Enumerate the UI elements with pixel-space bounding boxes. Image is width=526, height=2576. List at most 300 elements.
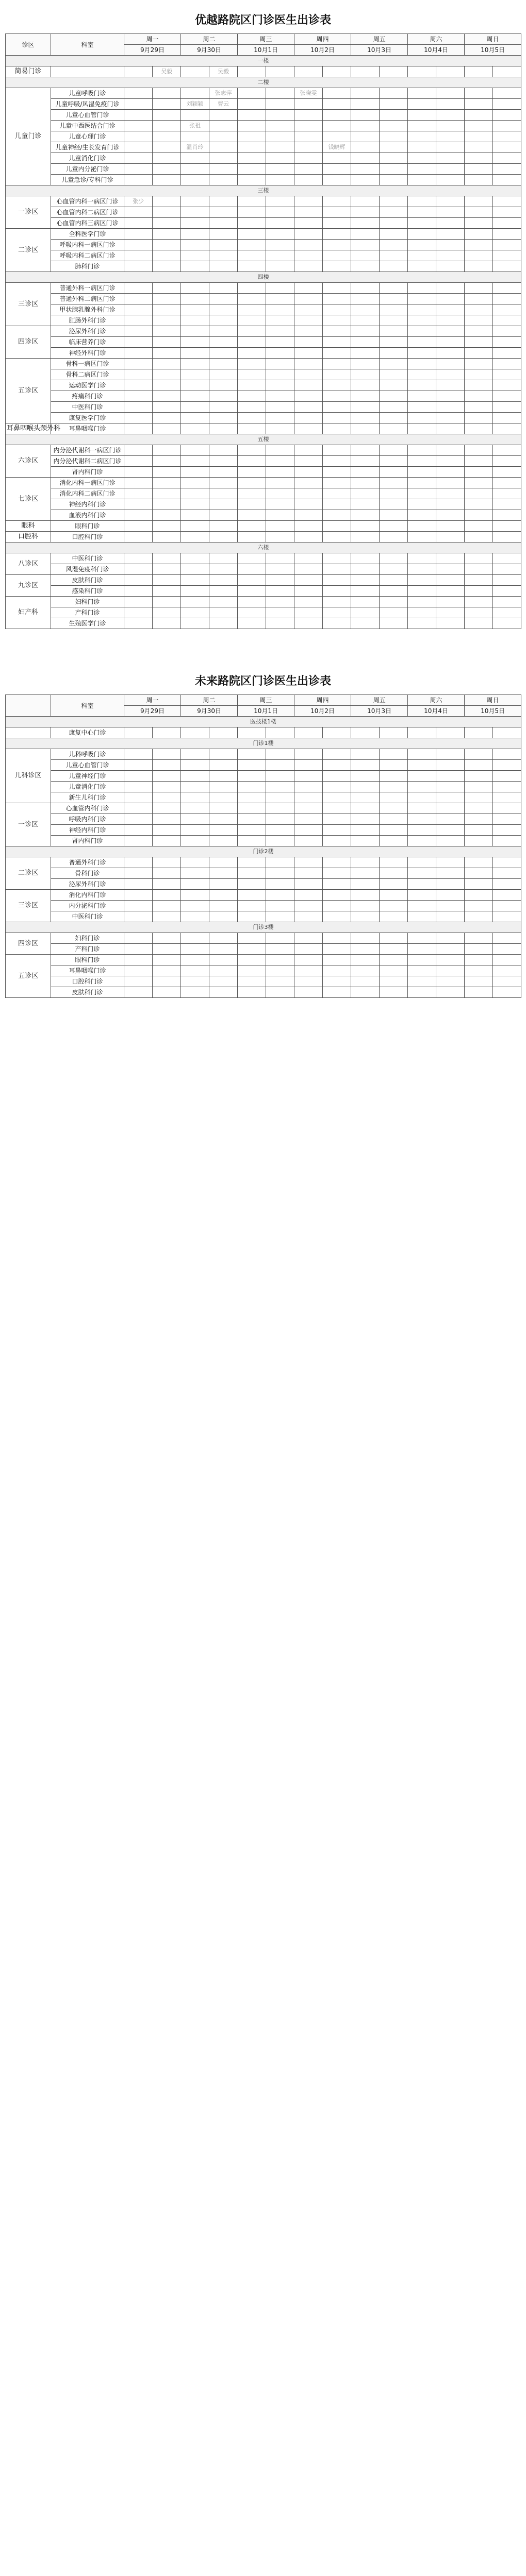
doctor-cell	[408, 445, 436, 456]
doctor-cell	[436, 868, 465, 879]
doctor-cell	[408, 326, 436, 337]
schedule-row	[6, 955, 521, 965]
doctor-cell	[153, 196, 181, 207]
doctor-cell	[493, 760, 521, 771]
doctor-cell	[465, 955, 493, 965]
doctor-cell	[266, 250, 294, 261]
dept-cell: 骨科二病区门诊	[51, 369, 124, 380]
doctor-cell	[153, 760, 181, 771]
doctor-cell	[351, 456, 380, 467]
dept-cell: 中医科门诊	[51, 402, 124, 413]
doctor-cell	[209, 553, 238, 564]
doctor-cell	[380, 944, 408, 955]
doctor-cell	[323, 423, 351, 434]
dept-cell: 呼吸内科二病区门诊	[51, 250, 124, 261]
doctor-cell	[465, 175, 493, 185]
doctor-cell	[153, 901, 181, 911]
doctor-cell	[351, 99, 380, 110]
doctor-cell	[465, 618, 493, 629]
doctor-cell	[124, 727, 153, 738]
doctor-cell	[436, 88, 465, 99]
doctor-cell	[493, 337, 521, 348]
schedule-row	[6, 760, 521, 771]
doctor-cell	[380, 901, 408, 911]
doctor-cell	[380, 987, 408, 998]
doctor-cell	[209, 890, 238, 901]
doctor-cell	[209, 868, 238, 879]
doctor-cell	[351, 901, 380, 911]
doctor-cell	[380, 304, 408, 315]
doctor-cell	[294, 488, 323, 499]
doctor-cell	[436, 304, 465, 315]
doctor-cell	[465, 142, 493, 153]
area-header: 诊区	[6, 34, 51, 56]
doctor-cell	[351, 987, 380, 998]
day-header: 周二	[181, 695, 238, 706]
doctor-cell	[380, 976, 408, 987]
doctor-cell	[124, 868, 153, 879]
doctor-cell	[408, 933, 436, 944]
doctor-cell	[153, 294, 181, 304]
doctor-cell	[209, 955, 238, 965]
doctor-cell	[493, 478, 521, 488]
doctor-cell	[465, 901, 493, 911]
doctor-cell	[124, 359, 153, 369]
doctor-cell	[408, 88, 436, 99]
doctor-cell	[323, 814, 351, 825]
schedule-row	[6, 488, 521, 499]
doctor-cell	[380, 857, 408, 868]
doctor-cell	[181, 304, 209, 315]
doctor-cell	[408, 229, 436, 240]
doctor-cell	[181, 423, 209, 434]
doctor-cell	[323, 901, 351, 911]
doctor-cell	[465, 121, 493, 131]
schedule-row	[6, 792, 521, 803]
dept-cell: 儿童内分泌门诊	[51, 164, 124, 175]
doctor-cell	[209, 402, 238, 413]
date-header: 10月5日	[465, 45, 521, 56]
doctor-cell	[153, 890, 181, 901]
doctor-cell	[238, 369, 266, 380]
schedule-row	[6, 857, 521, 868]
doctor-cell	[266, 153, 294, 164]
doctor-cell: 张少	[124, 196, 153, 207]
doctor-cell	[294, 66, 323, 77]
schedule-row	[6, 175, 521, 185]
day-header: 周日	[465, 34, 521, 45]
doctor-cell	[209, 153, 238, 164]
doctor-cell	[153, 879, 181, 890]
doctor-cell	[266, 283, 294, 294]
doctor-cell	[181, 933, 209, 944]
doctor-cell	[181, 976, 209, 987]
doctor-cell	[408, 294, 436, 304]
doctor-cell	[436, 564, 465, 575]
doctor-cell	[294, 825, 323, 836]
doctor-cell	[153, 110, 181, 121]
doctor-cell	[351, 337, 380, 348]
doctor-cell	[181, 597, 209, 607]
schedule-row	[6, 868, 521, 879]
doctor-cell	[153, 597, 181, 607]
doctor-cell	[209, 348, 238, 359]
doctor-cell	[351, 890, 380, 901]
doctor-cell	[380, 131, 408, 142]
doctor-cell	[181, 315, 209, 326]
schedule-row	[6, 478, 521, 488]
doctor-cell	[181, 792, 209, 803]
doctor-cell	[238, 121, 266, 131]
doctor-cell	[380, 532, 408, 543]
doctor-cell	[436, 771, 465, 782]
schedule-row	[6, 423, 521, 434]
doctor-cell	[408, 814, 436, 825]
doctor-cell	[153, 987, 181, 998]
doctor-cell	[181, 359, 209, 369]
doctor-cell	[124, 607, 153, 618]
doctor-cell	[124, 304, 153, 315]
doctor-cell	[294, 229, 323, 240]
doctor-cell	[209, 911, 238, 922]
doctor-cell	[266, 499, 294, 510]
doctor-cell	[209, 857, 238, 868]
doctor-cell	[153, 348, 181, 359]
doctor-cell	[465, 564, 493, 575]
doctor-cell	[408, 901, 436, 911]
doctor-cell	[266, 911, 294, 922]
doctor-cell	[408, 618, 436, 629]
doctor-cell	[294, 792, 323, 803]
doctor-cell	[465, 250, 493, 261]
doctor-cell	[294, 337, 323, 348]
doctor-cell	[181, 857, 209, 868]
doctor-cell	[153, 359, 181, 369]
schedule-row	[6, 607, 521, 618]
doctor-cell	[238, 771, 266, 782]
doctor-cell	[408, 857, 436, 868]
doctor-cell	[124, 391, 153, 402]
doctor-cell: 刘颖颖	[181, 99, 209, 110]
date-header: 10月5日	[465, 706, 521, 717]
doctor-cell	[238, 315, 266, 326]
doctor-cell	[181, 488, 209, 499]
day-header: 周四	[294, 34, 351, 45]
doctor-cell	[209, 901, 238, 911]
doctor-cell	[493, 955, 521, 965]
doctor-cell	[436, 825, 465, 836]
doctor-cell	[181, 164, 209, 175]
doctor-cell	[153, 142, 181, 153]
doctor-cell	[465, 857, 493, 868]
doctor-cell	[124, 369, 153, 380]
doctor-cell	[124, 348, 153, 359]
schedule-row	[6, 987, 521, 998]
dept-cell: 儿童中西医结合门诊	[51, 121, 124, 131]
schedule-row	[6, 402, 521, 413]
doctor-cell	[294, 510, 323, 521]
doctor-cell	[209, 207, 238, 218]
doctor-cell	[266, 814, 294, 825]
doctor-cell	[351, 423, 380, 434]
doctor-cell	[181, 955, 209, 965]
schedule-row	[6, 456, 521, 467]
doctor-cell	[323, 575, 351, 586]
doctor-cell	[238, 66, 266, 77]
doctor-cell	[323, 380, 351, 391]
doctor-cell	[408, 879, 436, 890]
doctor-cell	[153, 955, 181, 965]
doctor-cell	[493, 196, 521, 207]
doctor-cell	[209, 229, 238, 240]
doctor-cell	[294, 965, 323, 976]
doctor-cell	[351, 413, 380, 423]
doctor-cell	[266, 607, 294, 618]
doctor-cell	[294, 955, 323, 965]
doctor-cell	[465, 283, 493, 294]
doctor-cell	[351, 532, 380, 543]
schedule-row	[6, 88, 521, 99]
doctor-cell	[181, 987, 209, 998]
dept-cell: 甲状腺乳腺外科门诊	[51, 304, 124, 315]
dept-cell: 妇科门诊	[51, 933, 124, 944]
dept-cell: 内分泌代谢科二病区门诊	[51, 456, 124, 467]
doctor-cell	[238, 760, 266, 771]
doctor-cell	[351, 879, 380, 890]
schedule-row	[6, 196, 521, 207]
doctor-cell	[351, 607, 380, 618]
doctor-cell: 张志萍	[209, 88, 238, 99]
doctor-cell	[436, 965, 465, 976]
doctor-cell	[181, 326, 209, 337]
doctor-cell	[124, 901, 153, 911]
doctor-cell	[493, 510, 521, 521]
doctor-cell	[124, 499, 153, 510]
doctor-cell	[436, 478, 465, 488]
doctor-cell	[181, 890, 209, 901]
doctor-cell	[181, 944, 209, 955]
dept-cell: 儿童呼吸门诊	[51, 88, 124, 99]
doctor-cell	[238, 478, 266, 488]
doctor-cell	[153, 250, 181, 261]
schedule-row	[6, 467, 521, 478]
doctor-cell	[408, 164, 436, 175]
doctor-cell	[465, 478, 493, 488]
date-header: 10月2日	[294, 45, 351, 56]
schedule-row	[6, 901, 521, 911]
schedule-row	[6, 618, 521, 629]
area-cell: 七诊区	[6, 478, 51, 521]
doctor-cell	[351, 564, 380, 575]
doctor-cell	[351, 868, 380, 879]
doctor-cell	[181, 618, 209, 629]
doctor-cell	[465, 423, 493, 434]
doctor-cell	[209, 294, 238, 304]
doctor-cell	[294, 564, 323, 575]
doctor-cell	[493, 727, 521, 738]
schedule-row	[6, 521, 521, 532]
doctor-cell	[351, 121, 380, 131]
date-header: 10月3日	[351, 45, 408, 56]
doctor-cell	[465, 586, 493, 597]
doctor-cell	[351, 250, 380, 261]
doctor-cell	[266, 836, 294, 846]
doctor-cell	[323, 771, 351, 782]
doctor-cell	[124, 792, 153, 803]
doctor-cell	[380, 760, 408, 771]
doctor-cell	[465, 164, 493, 175]
doctor-cell	[294, 391, 323, 402]
doctor-cell	[351, 749, 380, 760]
doctor-cell	[266, 131, 294, 142]
schedule-row	[6, 261, 521, 272]
doctor-cell	[238, 976, 266, 987]
doctor-cell	[323, 164, 351, 175]
doctor-cell	[351, 510, 380, 521]
doctor-cell	[124, 315, 153, 326]
floor-row: 六楼	[6, 543, 521, 553]
dept-cell: 血液内科门诊	[51, 510, 124, 521]
day-header: 周六	[408, 695, 465, 706]
doctor-cell	[124, 380, 153, 391]
area-cell: 一诊区	[6, 803, 51, 846]
doctor-cell	[465, 110, 493, 121]
date-header: 10月2日	[294, 706, 351, 717]
schedule-row	[6, 499, 521, 510]
doctor-cell	[209, 121, 238, 131]
doctor-cell	[323, 478, 351, 488]
doctor-cell	[436, 196, 465, 207]
doctor-cell	[209, 110, 238, 121]
dept-cell: 妇科门诊	[51, 597, 124, 607]
doctor-cell	[153, 207, 181, 218]
schedule-row	[6, 240, 521, 250]
doctor-cell	[238, 218, 266, 229]
doctor-cell	[124, 207, 153, 218]
doctor-cell	[238, 879, 266, 890]
doctor-cell	[380, 402, 408, 413]
doctor-cell	[493, 499, 521, 510]
doctor-cell	[238, 326, 266, 337]
doctor-cell	[493, 803, 521, 814]
doctor-cell: 吴毅	[153, 66, 181, 77]
doctor-cell	[436, 836, 465, 846]
floor-row: 门诊2楼	[6, 846, 521, 857]
doctor-cell	[436, 857, 465, 868]
floor-row: 四楼	[6, 272, 521, 283]
doctor-cell	[294, 597, 323, 607]
doctor-cell	[493, 607, 521, 618]
doctor-cell	[153, 413, 181, 423]
doctor-cell	[436, 575, 465, 586]
doctor-cell	[209, 532, 238, 543]
doctor-cell	[266, 261, 294, 272]
area-cell: 妇产科	[6, 597, 51, 629]
doctor-cell	[465, 911, 493, 922]
doctor-cell: 钱晓辉	[323, 142, 351, 153]
doctor-cell	[294, 99, 323, 110]
doctor-cell	[408, 597, 436, 607]
doctor-cell	[351, 597, 380, 607]
doctor-cell	[493, 825, 521, 836]
doctor-cell	[181, 478, 209, 488]
doctor-cell	[238, 749, 266, 760]
doctor-cell	[181, 413, 209, 423]
doctor-cell	[238, 803, 266, 814]
doctor-cell	[351, 110, 380, 121]
doctor-cell	[323, 499, 351, 510]
doctor-cell	[238, 261, 266, 272]
doctor-cell	[436, 66, 465, 77]
doctor-cell	[323, 532, 351, 543]
doctor-cell	[323, 597, 351, 607]
doctor-cell	[181, 283, 209, 294]
day-header: 周二	[181, 34, 238, 45]
doctor-cell	[493, 597, 521, 607]
doctor-cell	[323, 510, 351, 521]
date-header: 9月29日	[124, 45, 181, 56]
doctor-cell	[380, 868, 408, 879]
doctor-cell	[294, 261, 323, 272]
doctor-cell	[380, 164, 408, 175]
doctor-cell	[380, 467, 408, 478]
doctor-cell	[181, 110, 209, 121]
doctor-cell	[436, 326, 465, 337]
doctor-cell	[153, 164, 181, 175]
schedule-row	[6, 250, 521, 261]
doctor-cell	[209, 131, 238, 142]
doctor-cell	[380, 369, 408, 380]
doctor-cell	[238, 488, 266, 499]
dept-cell: 消化内科一病区门诊	[51, 478, 124, 488]
doctor-cell	[181, 175, 209, 185]
dept-header: 科室	[51, 34, 124, 56]
doctor-cell	[238, 836, 266, 846]
doctor-cell	[181, 521, 209, 532]
doctor-cell	[294, 553, 323, 564]
doctor-cell	[124, 153, 153, 164]
dept-cell: 产科门诊	[51, 944, 124, 955]
floor-row: 一楼	[6, 56, 521, 66]
area-cell: 五诊区	[6, 359, 51, 423]
doctor-cell	[209, 423, 238, 434]
dept-cell: 感染科门诊	[51, 586, 124, 597]
doctor-cell	[124, 575, 153, 586]
doctor-cell	[209, 792, 238, 803]
doctor-cell	[153, 868, 181, 879]
doctor-cell	[124, 423, 153, 434]
dept-cell: 骨科门诊	[51, 868, 124, 879]
doctor-cell	[351, 803, 380, 814]
doctor-cell	[323, 66, 351, 77]
doctor-cell	[294, 499, 323, 510]
doctor-cell	[124, 857, 153, 868]
doctor-cell	[380, 749, 408, 760]
doctor-cell	[351, 911, 380, 922]
doctor-cell	[209, 359, 238, 369]
doctor-cell	[380, 142, 408, 153]
doctor-cell	[266, 955, 294, 965]
doctor-cell	[351, 294, 380, 304]
doctor-cell	[124, 521, 153, 532]
dept-cell: 心血管内科一病区门诊	[51, 196, 124, 207]
doctor-cell	[380, 348, 408, 359]
doctor-cell	[465, 304, 493, 315]
doctor-cell	[436, 142, 465, 153]
schedule-row	[6, 965, 521, 976]
doctor-cell	[323, 553, 351, 564]
dept-cell: 骨科一病区门诊	[51, 359, 124, 369]
